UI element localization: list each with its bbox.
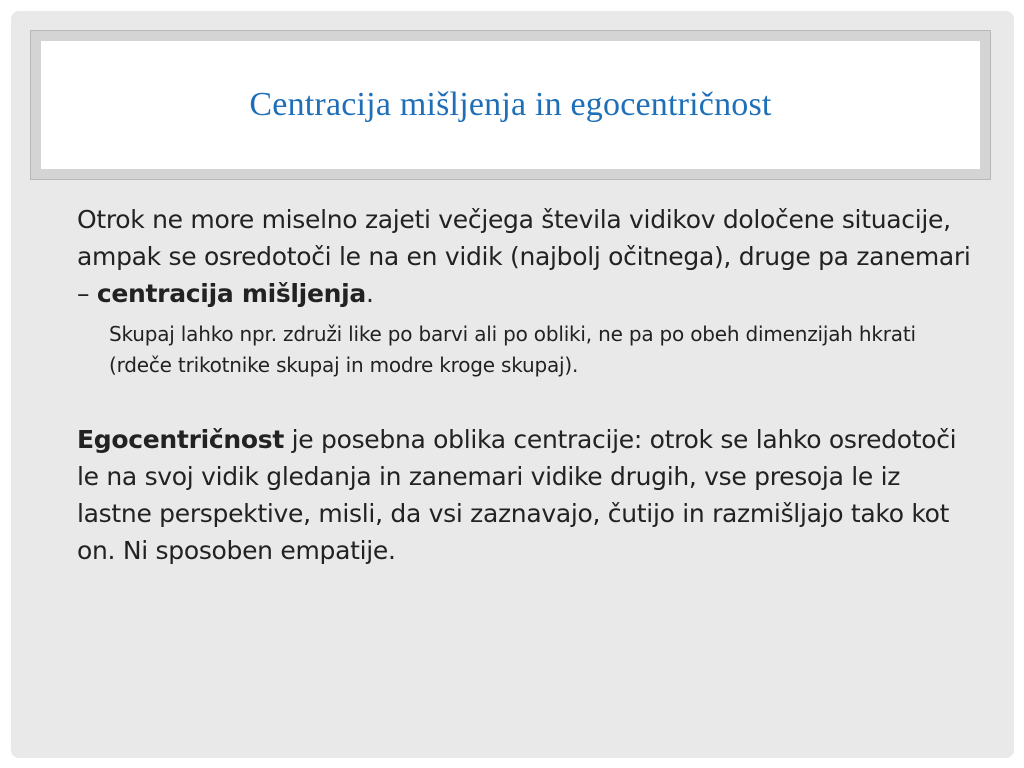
paragraph-centracija-end: . bbox=[365, 279, 374, 308]
paragraph-egocentricnost bbox=[77, 421, 977, 569]
term-centracija-misljenja: centracija mišljenja bbox=[96, 279, 366, 308]
slide bbox=[11, 11, 1014, 758]
slide-title: Centracija mišljenja in egocentričnost bbox=[249, 86, 772, 123]
paragraph-centracija bbox=[77, 201, 977, 312]
title-box bbox=[41, 41, 980, 169]
slide-body bbox=[77, 201, 977, 569]
term-egocentricnost: Egocentričnost bbox=[77, 425, 284, 454]
paragraph-example bbox=[109, 319, 977, 381]
paragraph-egocentricnost-text: je posebna oblika centracije: otrok se lahko osredotoči le na svoj vidik gledanja in zanemari vidike drugih, vse presoja le iz lastne perspektive, misli, da vsi zaznavajo, čutijo in razmišljajo tako kot on. Ni sposoben empatije. bbox=[77, 425, 957, 565]
title-frame bbox=[30, 30, 991, 180]
paragraph-centracija-text: Otrok ne more miselno zajeti večjega števila vidikov določene situacije, ampak se osredotoči le na en vidik (najbolj očitnega), druge pa zanemari – bbox=[77, 205, 971, 308]
paragraph-example-text: Skupaj lahko npr. združi like po barvi ali po obliki, ne pa po obeh dimenzijah hkrati (rdeče trikotnike skupaj in modre kroge skupaj). bbox=[109, 322, 916, 377]
